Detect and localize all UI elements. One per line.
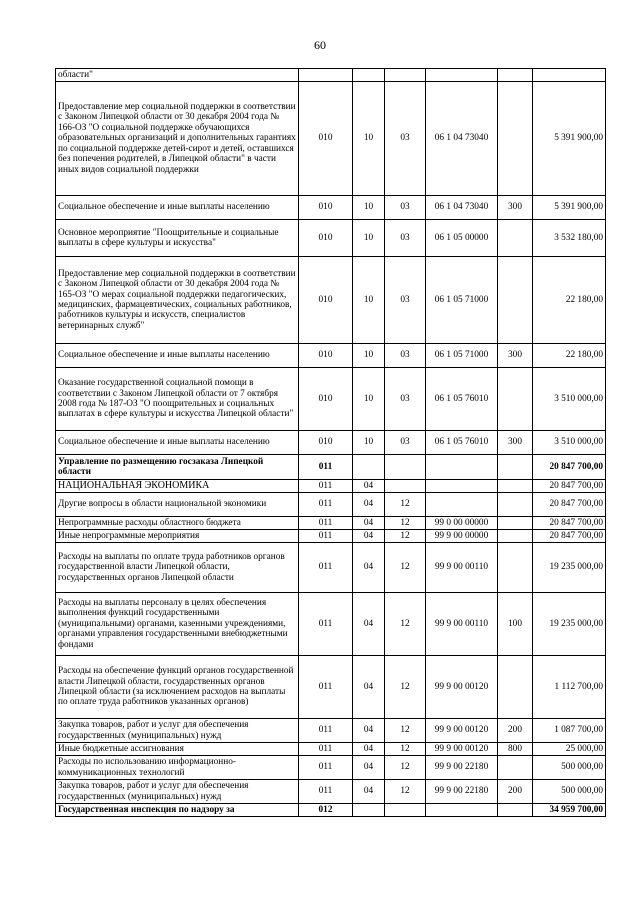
row-expense-type: 300 [498,431,533,455]
row-section-code: 04 [353,780,385,804]
row-name: Иные бюджетные ассигнования [56,743,299,756]
table-row [56,368,606,431]
row-target-article [426,493,498,517]
table-row [56,82,606,196]
row-subsection-code: 03 [385,82,426,196]
table-row [56,220,606,257]
page-number: 60 [314,38,326,52]
table-row [56,69,606,82]
row-name: Расходы на выплаты по оплате труда работников органов государственной власти Липецкой области, государственных органов Липецкой области [56,543,299,593]
row-ministry-code: 011 [299,517,353,530]
row-target-article: 99 9 00 00110 [426,593,498,656]
row-ministry-code: 011 [299,719,353,743]
row-name: Оказание государственной социальной помощи в соответствии с Законом Липецкой области от 7 октября 2008 года № 187-ОЗ "О поощрительных и социальных выплатах в сфере культуры и искусства Липецкой области" [56,368,299,431]
row-name: Расходы по использованию информационно-коммуникационных технологий [56,756,299,780]
row-subsection-code: 12 [385,517,426,530]
row-section-code: 10 [353,220,385,257]
row-name: НАЦИОНАЛЬНАЯ ЭКОНОМИКА [56,480,299,493]
row-amount: 22 180,00 [533,344,606,368]
row-ministry-code: 010 [299,220,353,257]
row-expense-type: 200 [498,780,533,804]
table-row [56,196,606,220]
table-row [56,257,606,344]
row-subsection-code [385,69,426,82]
row-name: Социальное обеспечение и иные выплаты населению [56,431,299,455]
row-ministry-code: 011 [299,656,353,719]
row-ministry-code: 010 [299,257,353,344]
row-expense-type [498,543,533,593]
row-target-article: 06 1 04 73040 [426,82,498,196]
row-expense-type [498,257,533,344]
row-subsection-code [385,804,426,817]
row-name: Закупка товаров, работ и услуг для обеспечения государственных (муниципальных) нужд [56,719,299,743]
row-target-article: 99 9 00 00000 [426,530,498,543]
table-row [56,804,606,817]
row-expense-type [498,804,533,817]
row-target-article [426,804,498,817]
row-ministry-code: 011 [299,756,353,780]
row-amount: 3 510 000,00 [533,368,606,431]
row-name: Расходы на обеспечение функций органов государственной власти Липецкой области, государственных органов Липецкой области (за исключением расходов на выплаты по оплате труда работников указанных органов) [56,656,299,719]
table-row [56,455,606,480]
table-row [56,656,606,719]
row-subsection-code: 12 [385,593,426,656]
row-subsection-code: 12 [385,493,426,517]
row-expense-type [498,480,533,493]
row-subsection-code: 03 [385,196,426,220]
row-expense-type [498,82,533,196]
row-section-code: 04 [353,593,385,656]
row-name: Другие вопросы в области национальной экономики [56,493,299,517]
row-expense-type: 200 [498,719,533,743]
row-amount: 20 847 700,00 [533,517,606,530]
row-expense-type [498,493,533,517]
row-amount: 20 847 700,00 [533,530,606,543]
row-section-code: 10 [353,368,385,431]
row-target-article: 99 9 00 00120 [426,719,498,743]
row-section-code: 04 [353,756,385,780]
row-expense-type [498,517,533,530]
row-target-article [426,455,498,480]
table-row [56,517,606,530]
row-ministry-code: 011 [299,530,353,543]
row-subsection-code: 03 [385,344,426,368]
row-amount: 20 847 700,00 [533,480,606,493]
row-name: Государственная инспекция по надзору за [56,804,299,817]
table-row [56,756,606,780]
row-amount: 1 112 700,00 [533,656,606,719]
row-ministry-code: 011 [299,480,353,493]
row-name: Иные непрограммные мероприятия [56,530,299,543]
row-ministry-code: 010 [299,344,353,368]
row-target-article [426,480,498,493]
row-ministry-code: 011 [299,593,353,656]
row-target-article: 06 1 05 71000 [426,344,498,368]
row-section-code: 04 [353,719,385,743]
row-name: Управление по размещению госзаказа Липецкой области [56,455,299,480]
row-amount: 19 235 000,00 [533,543,606,593]
row-ministry-code: 011 [299,780,353,804]
row-name: Непрограммные расходы областного бюджета [56,517,299,530]
row-amount: 25 000,00 [533,743,606,756]
row-section-code: 04 [353,656,385,719]
row-subsection-code: 12 [385,743,426,756]
row-name: Основное мероприятие "Поощрительные и социальные выплаты в сфере культуры и искусства" [56,220,299,257]
row-amount: 500 000,00 [533,756,606,780]
row-expense-type [498,220,533,257]
table-row [56,743,606,756]
row-target-article: 99 9 00 00110 [426,543,498,593]
row-target-article: 06 1 05 76010 [426,368,498,431]
row-target-article: 06 1 05 76010 [426,431,498,455]
row-target-article [426,69,498,82]
table-row [56,543,606,593]
row-section-code: 04 [353,530,385,543]
row-ministry-code [299,69,353,82]
row-ministry-code: 011 [299,493,353,517]
row-amount: 500 000,00 [533,780,606,804]
row-ministry-code: 010 [299,368,353,431]
row-target-article: 06 1 05 71000 [426,257,498,344]
row-amount: 22 180,00 [533,257,606,344]
row-amount: 1 087 700,00 [533,719,606,743]
table-row [56,344,606,368]
row-amount: 5 391 900,00 [533,196,606,220]
row-ministry-code: 010 [299,196,353,220]
row-name: Расходы на выплаты персоналу в целях обеспечения выполнения функций государственными (муниципальными) органами, казенными учреждениями, органами управления государственными внебюджетными фондами [56,593,299,656]
table-row [56,593,606,656]
row-expense-type: 300 [498,196,533,220]
row-target-article: 99 9 00 00120 [426,656,498,719]
table-row [56,493,606,517]
row-section-code: 04 [353,480,385,493]
budget-table-body [56,69,606,817]
row-expense-type [498,656,533,719]
table-row [56,431,606,455]
row-subsection-code: 12 [385,719,426,743]
row-name: Предоставление мер социальной поддержки в соответствии с Законом Липецкой области от 30 декабря 2004 года № 165-ОЗ "О мерах социальной поддержки педагогических, медицинских, фармацевтических, социальных работников, работников культуры и искусств, специалистов ветеринарных служб" [56,257,299,344]
row-target-article: 99 0 00 00000 [426,517,498,530]
row-target-article: 99 9 00 00120 [426,743,498,756]
row-target-article: 06 1 05 00000 [426,220,498,257]
row-amount: 20 847 700,00 [533,455,606,480]
row-name: Социальное обеспечение и иные выплаты населению [56,196,299,220]
row-expense-type: 100 [498,593,533,656]
row-ministry-code: 011 [299,543,353,593]
row-section-code [353,69,385,82]
row-name: области" [56,69,299,82]
row-subsection-code: 03 [385,431,426,455]
row-amount: 34 959 700,00 [533,804,606,817]
row-expense-type [498,756,533,780]
row-subsection-code: 12 [385,543,426,593]
table-row [56,780,606,804]
row-expense-type [498,530,533,543]
row-target-article: 99 9 00 22180 [426,780,498,804]
row-target-article: 99 9 00 22180 [426,756,498,780]
table-row [56,480,606,493]
row-amount: 20 847 700,00 [533,493,606,517]
row-subsection-code [385,455,426,480]
row-name: Закупка товаров, работ и услуг для обеспечения государственных (муниципальных) нужд [56,780,299,804]
row-subsection-code: 12 [385,656,426,719]
row-ministry-code: 011 [299,743,353,756]
row-section-code [353,455,385,480]
row-section-code: 10 [353,431,385,455]
row-section-code: 10 [353,82,385,196]
row-section-code: 10 [353,196,385,220]
row-subsection-code: 03 [385,368,426,431]
row-section-code: 04 [353,517,385,530]
row-amount: 19 235 000,00 [533,593,606,656]
row-name: Предоставление мер социальной поддержки в соответствии с Законом Липецкой области от 30 декабря 2004 года № 166-ОЗ "О социальной поддержке обучающихся образовательных организаций и дополнительных гарантиях по социальной поддержке детей-сирот и детей, оставшихся без попечения родителей, в Липецкой области" в части иных видов социальной поддержки [56,82,299,196]
row-expense-type [498,455,533,480]
row-expense-type [498,368,533,431]
row-section-code: 04 [353,743,385,756]
row-expense-type [498,69,533,82]
row-section-code: 10 [353,344,385,368]
row-name: Социальное обеспечение и иные выплаты населению [56,344,299,368]
table-row [56,530,606,543]
row-expense-type: 800 [498,743,533,756]
row-subsection-code: 03 [385,220,426,257]
row-amount: 5 391 900,00 [533,82,606,196]
row-section-code: 04 [353,543,385,593]
table-row [56,719,606,743]
row-section-code [353,804,385,817]
row-subsection-code: 03 [385,257,426,344]
row-expense-type: 300 [498,344,533,368]
row-ministry-code: 011 [299,455,353,480]
row-amount [533,69,606,82]
row-section-code: 10 [353,257,385,344]
row-subsection-code: 12 [385,780,426,804]
row-target-article: 06 1 04 73040 [426,196,498,220]
row-ministry-code: 010 [299,431,353,455]
row-ministry-code: 010 [299,82,353,196]
row-section-code: 04 [353,493,385,517]
row-amount: 3 532 180,00 [533,220,606,257]
row-amount: 3 510 000,00 [533,431,606,455]
row-subsection-code: 12 [385,756,426,780]
row-ministry-code: 012 [299,804,353,817]
row-subsection-code [385,480,426,493]
row-subsection-code: 12 [385,530,426,543]
budget-table [55,68,606,817]
